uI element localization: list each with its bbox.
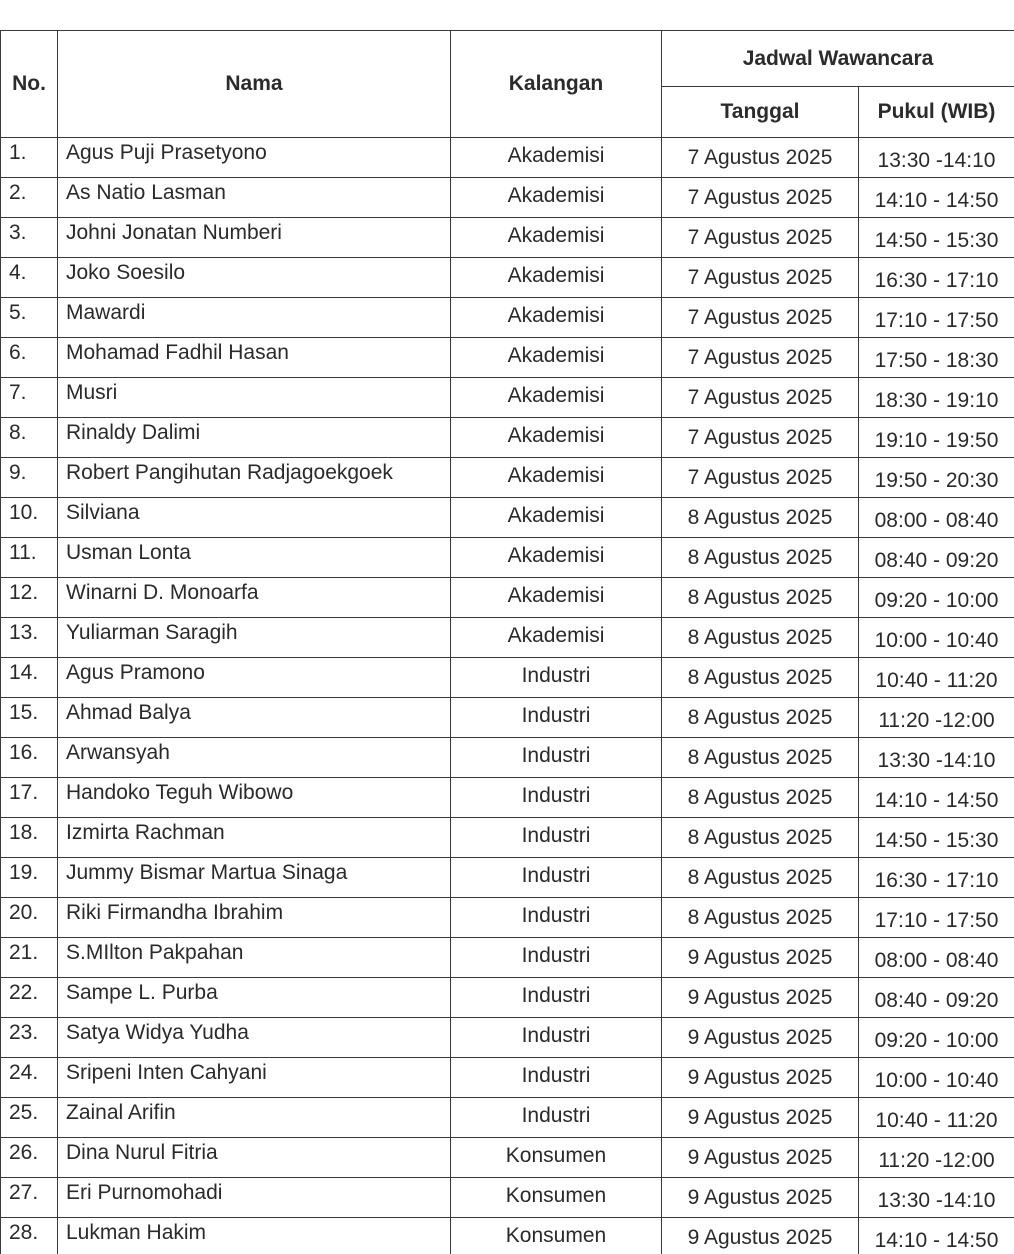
name-cell: As Natio Lasman	[58, 178, 451, 218]
header-kalangan: Kalangan	[451, 31, 662, 138]
kalangan-cell: Akademisi	[451, 298, 662, 338]
pukul-cell: 19:50 - 20:30	[859, 458, 1014, 498]
kalangan-cell: Industri	[451, 778, 662, 818]
name-cell: Silviana	[58, 498, 451, 538]
table-row	[1, 338, 1014, 378]
pukul-cell: 08:40 - 09:20	[859, 978, 1014, 1018]
pukul-cell: 11:20 -12:00	[859, 1138, 1014, 1178]
table-row	[1, 1058, 1014, 1098]
name-cell: Lukman Hakim	[58, 1218, 451, 1254]
table-row	[1, 378, 1014, 418]
table-row	[1, 578, 1014, 618]
name-cell: Robert Pangihutan Radjagoekgoek	[58, 458, 451, 498]
tanggal-cell: 8 Agustus 2025	[662, 778, 859, 818]
tanggal-cell: 8 Agustus 2025	[662, 618, 859, 658]
pukul-cell: 08:00 - 08:40	[859, 498, 1014, 538]
tanggal-cell: 9 Agustus 2025	[662, 978, 859, 1018]
name-cell: Dina Nurul Fitria	[58, 1138, 451, 1178]
kalangan-cell: Akademisi	[451, 258, 662, 298]
name-cell: Yuliarman Saragih	[58, 618, 451, 658]
kalangan-cell: Akademisi	[451, 538, 662, 578]
pukul-cell: 14:10 - 14:50	[859, 778, 1014, 818]
name-cell: Riki Firmandha Ibrahim	[58, 898, 451, 938]
name-cell: Satya Widya Yudha	[58, 1018, 451, 1058]
name-cell: Sripeni Inten Cahyani	[58, 1058, 451, 1098]
kalangan-cell: Industri	[451, 818, 662, 858]
kalangan-cell: Akademisi	[451, 578, 662, 618]
name-cell: Izmirta Rachman	[58, 818, 451, 858]
kalangan-cell: Industri	[451, 658, 662, 698]
header-no: No.	[1, 31, 58, 138]
name-cell: Mohamad Fadhil Hasan	[58, 338, 451, 378]
table-row	[1, 178, 1014, 218]
table-row	[1, 418, 1014, 458]
table-row	[1, 618, 1014, 658]
table-row	[1, 218, 1014, 258]
row-number: 18.	[1, 818, 58, 858]
pukul-cell: 14:10 - 14:50	[859, 178, 1014, 218]
name-cell: Agus Puji Prasetyono	[58, 138, 451, 178]
kalangan-cell: Industri	[451, 1018, 662, 1058]
kalangan-cell: Konsumen	[451, 1218, 662, 1254]
name-cell: Zainal Arifin	[58, 1098, 451, 1138]
kalangan-cell: Akademisi	[451, 338, 662, 378]
row-number: 20.	[1, 898, 58, 938]
kalangan-cell: Industri	[451, 698, 662, 738]
name-cell: Ahmad Balya	[58, 698, 451, 738]
pukul-cell: 10:00 - 10:40	[859, 1058, 1014, 1098]
document-page	[0, 30, 1014, 1254]
name-cell: Usman Lonta	[58, 538, 451, 578]
tanggal-cell: 7 Agustus 2025	[662, 218, 859, 258]
name-cell: Agus Pramono	[58, 658, 451, 698]
tanggal-cell: 8 Agustus 2025	[662, 578, 859, 618]
row-number: 14.	[1, 658, 58, 698]
name-cell: Johni Jonatan Numberi	[58, 218, 451, 258]
row-number: 6.	[1, 338, 58, 378]
table-header	[1, 31, 1014, 138]
tanggal-cell: 9 Agustus 2025	[662, 1098, 859, 1138]
row-number: 11.	[1, 538, 58, 578]
name-cell: Jummy Bismar Martua Sinaga	[58, 858, 451, 898]
table-row	[1, 498, 1014, 538]
name-cell: Musri	[58, 378, 451, 418]
pukul-cell: 09:20 - 10:00	[859, 578, 1014, 618]
row-number: 16.	[1, 738, 58, 778]
table-body	[1, 138, 1014, 1254]
name-cell: Eri Purnomohadi	[58, 1178, 451, 1218]
table-row	[1, 898, 1014, 938]
row-number: 2.	[1, 178, 58, 218]
tanggal-cell: 7 Agustus 2025	[662, 178, 859, 218]
pukul-cell: 10:00 - 10:40	[859, 618, 1014, 658]
pukul-cell: 17:10 - 17:50	[859, 898, 1014, 938]
kalangan-cell: Industri	[451, 738, 662, 778]
kalangan-cell: Akademisi	[451, 138, 662, 178]
pukul-cell: 17:50 - 18:30	[859, 338, 1014, 378]
row-number: 21.	[1, 938, 58, 978]
pukul-cell: 08:40 - 09:20	[859, 538, 1014, 578]
kalangan-cell: Akademisi	[451, 618, 662, 658]
header-tanggal: Tanggal	[662, 87, 859, 138]
table-row	[1, 538, 1014, 578]
row-number: 24.	[1, 1058, 58, 1098]
tanggal-cell: 8 Agustus 2025	[662, 498, 859, 538]
kalangan-cell: Industri	[451, 858, 662, 898]
pukul-cell: 13:30 -14:10	[859, 738, 1014, 778]
tanggal-cell: 7 Agustus 2025	[662, 378, 859, 418]
kalangan-cell: Industri	[451, 1058, 662, 1098]
name-cell: Sampe L. Purba	[58, 978, 451, 1018]
row-number: 4.	[1, 258, 58, 298]
tanggal-cell: 9 Agustus 2025	[662, 938, 859, 978]
row-number: 5.	[1, 298, 58, 338]
row-number: 26.	[1, 1138, 58, 1178]
tanggal-cell: 9 Agustus 2025	[662, 1138, 859, 1178]
name-cell: Rinaldy Dalimi	[58, 418, 451, 458]
table-row	[1, 138, 1014, 178]
table-row	[1, 1218, 1014, 1254]
pukul-cell: 10:40 - 11:20	[859, 658, 1014, 698]
pukul-cell: 13:30 -14:10	[859, 1178, 1014, 1218]
row-number: 27.	[1, 1178, 58, 1218]
table-row	[1, 778, 1014, 818]
table-row	[1, 698, 1014, 738]
row-number: 7.	[1, 378, 58, 418]
tanggal-cell: 7 Agustus 2025	[662, 338, 859, 378]
row-number: 3.	[1, 218, 58, 258]
table-row	[1, 1138, 1014, 1178]
pukul-cell: 09:20 - 10:00	[859, 1018, 1014, 1058]
row-number: 8.	[1, 418, 58, 458]
table-row	[1, 738, 1014, 778]
name-cell: Mawardi	[58, 298, 451, 338]
row-number: 9.	[1, 458, 58, 498]
kalangan-cell: Akademisi	[451, 498, 662, 538]
tanggal-cell: 8 Agustus 2025	[662, 698, 859, 738]
tanggal-cell: 7 Agustus 2025	[662, 418, 859, 458]
row-number: 23.	[1, 1018, 58, 1058]
name-cell: Winarni D. Monoarfa	[58, 578, 451, 618]
row-number: 19.	[1, 858, 58, 898]
table-row	[1, 1098, 1014, 1138]
name-cell: Joko Soesilo	[58, 258, 451, 298]
tanggal-cell: 9 Agustus 2025	[662, 1058, 859, 1098]
kalangan-cell: Akademisi	[451, 458, 662, 498]
row-number: 22.	[1, 978, 58, 1018]
table-row	[1, 298, 1014, 338]
tanggal-cell: 7 Agustus 2025	[662, 298, 859, 338]
tanggal-cell: 7 Agustus 2025	[662, 258, 859, 298]
pukul-cell: 16:30 - 17:10	[859, 258, 1014, 298]
tanggal-cell: 8 Agustus 2025	[662, 818, 859, 858]
name-cell: Arwansyah	[58, 738, 451, 778]
tanggal-cell: 8 Agustus 2025	[662, 538, 859, 578]
kalangan-cell: Konsumen	[451, 1178, 662, 1218]
tanggal-cell: 9 Agustus 2025	[662, 1018, 859, 1058]
header-nama: Nama	[58, 31, 451, 138]
table-row	[1, 458, 1014, 498]
kalangan-cell: Industri	[451, 1098, 662, 1138]
pukul-cell: 08:00 - 08:40	[859, 938, 1014, 978]
kalangan-cell: Akademisi	[451, 418, 662, 458]
kalangan-cell: Industri	[451, 898, 662, 938]
pukul-cell: 16:30 - 17:10	[859, 858, 1014, 898]
kalangan-cell: Industri	[451, 978, 662, 1018]
row-number: 12.	[1, 578, 58, 618]
kalangan-cell: Konsumen	[451, 1138, 662, 1178]
name-cell: Handoko Teguh Wibowo	[58, 778, 451, 818]
pukul-cell: 11:20 -12:00	[859, 698, 1014, 738]
tanggal-cell: 7 Agustus 2025	[662, 138, 859, 178]
tanggal-cell: 8 Agustus 2025	[662, 658, 859, 698]
pukul-cell: 18:30 - 19:10	[859, 378, 1014, 418]
tanggal-cell: 8 Agustus 2025	[662, 738, 859, 778]
tanggal-cell: 8 Agustus 2025	[662, 858, 859, 898]
table-row	[1, 938, 1014, 978]
row-number: 28.	[1, 1218, 58, 1254]
kalangan-cell: Industri	[451, 938, 662, 978]
pukul-cell: 17:10 - 17:50	[859, 298, 1014, 338]
pukul-cell: 14:50 - 15:30	[859, 218, 1014, 258]
row-number: 13.	[1, 618, 58, 658]
pukul-cell: 19:10 - 19:50	[859, 418, 1014, 458]
row-number: 25.	[1, 1098, 58, 1138]
interview-schedule-table	[0, 30, 1014, 1254]
table-row	[1, 818, 1014, 858]
tanggal-cell: 8 Agustus 2025	[662, 898, 859, 938]
row-number: 15.	[1, 698, 58, 738]
row-number: 10.	[1, 498, 58, 538]
table-row	[1, 1178, 1014, 1218]
name-cell: S.MIlton Pakpahan	[58, 938, 451, 978]
header-jadwal-wawancara: Jadwal Wawancara	[662, 31, 1014, 87]
table-row	[1, 1018, 1014, 1058]
kalangan-cell: Akademisi	[451, 218, 662, 258]
pukul-cell: 10:40 - 11:20	[859, 1098, 1014, 1138]
row-number: 17.	[1, 778, 58, 818]
kalangan-cell: Akademisi	[451, 178, 662, 218]
kalangan-cell: Akademisi	[451, 378, 662, 418]
table-row	[1, 258, 1014, 298]
table-row	[1, 978, 1014, 1018]
pukul-cell: 13:30 -14:10	[859, 138, 1014, 178]
pukul-cell: 14:50 - 15:30	[859, 818, 1014, 858]
pukul-cell: 14:10 - 14:50	[859, 1218, 1014, 1254]
header-pukul: Pukul (WIB)	[859, 87, 1014, 138]
table-row	[1, 858, 1014, 898]
tanggal-cell: 9 Agustus 2025	[662, 1178, 859, 1218]
table-row	[1, 658, 1014, 698]
tanggal-cell: 7 Agustus 2025	[662, 458, 859, 498]
tanggal-cell: 9 Agustus 2025	[662, 1218, 859, 1254]
row-number: 1.	[1, 138, 58, 178]
